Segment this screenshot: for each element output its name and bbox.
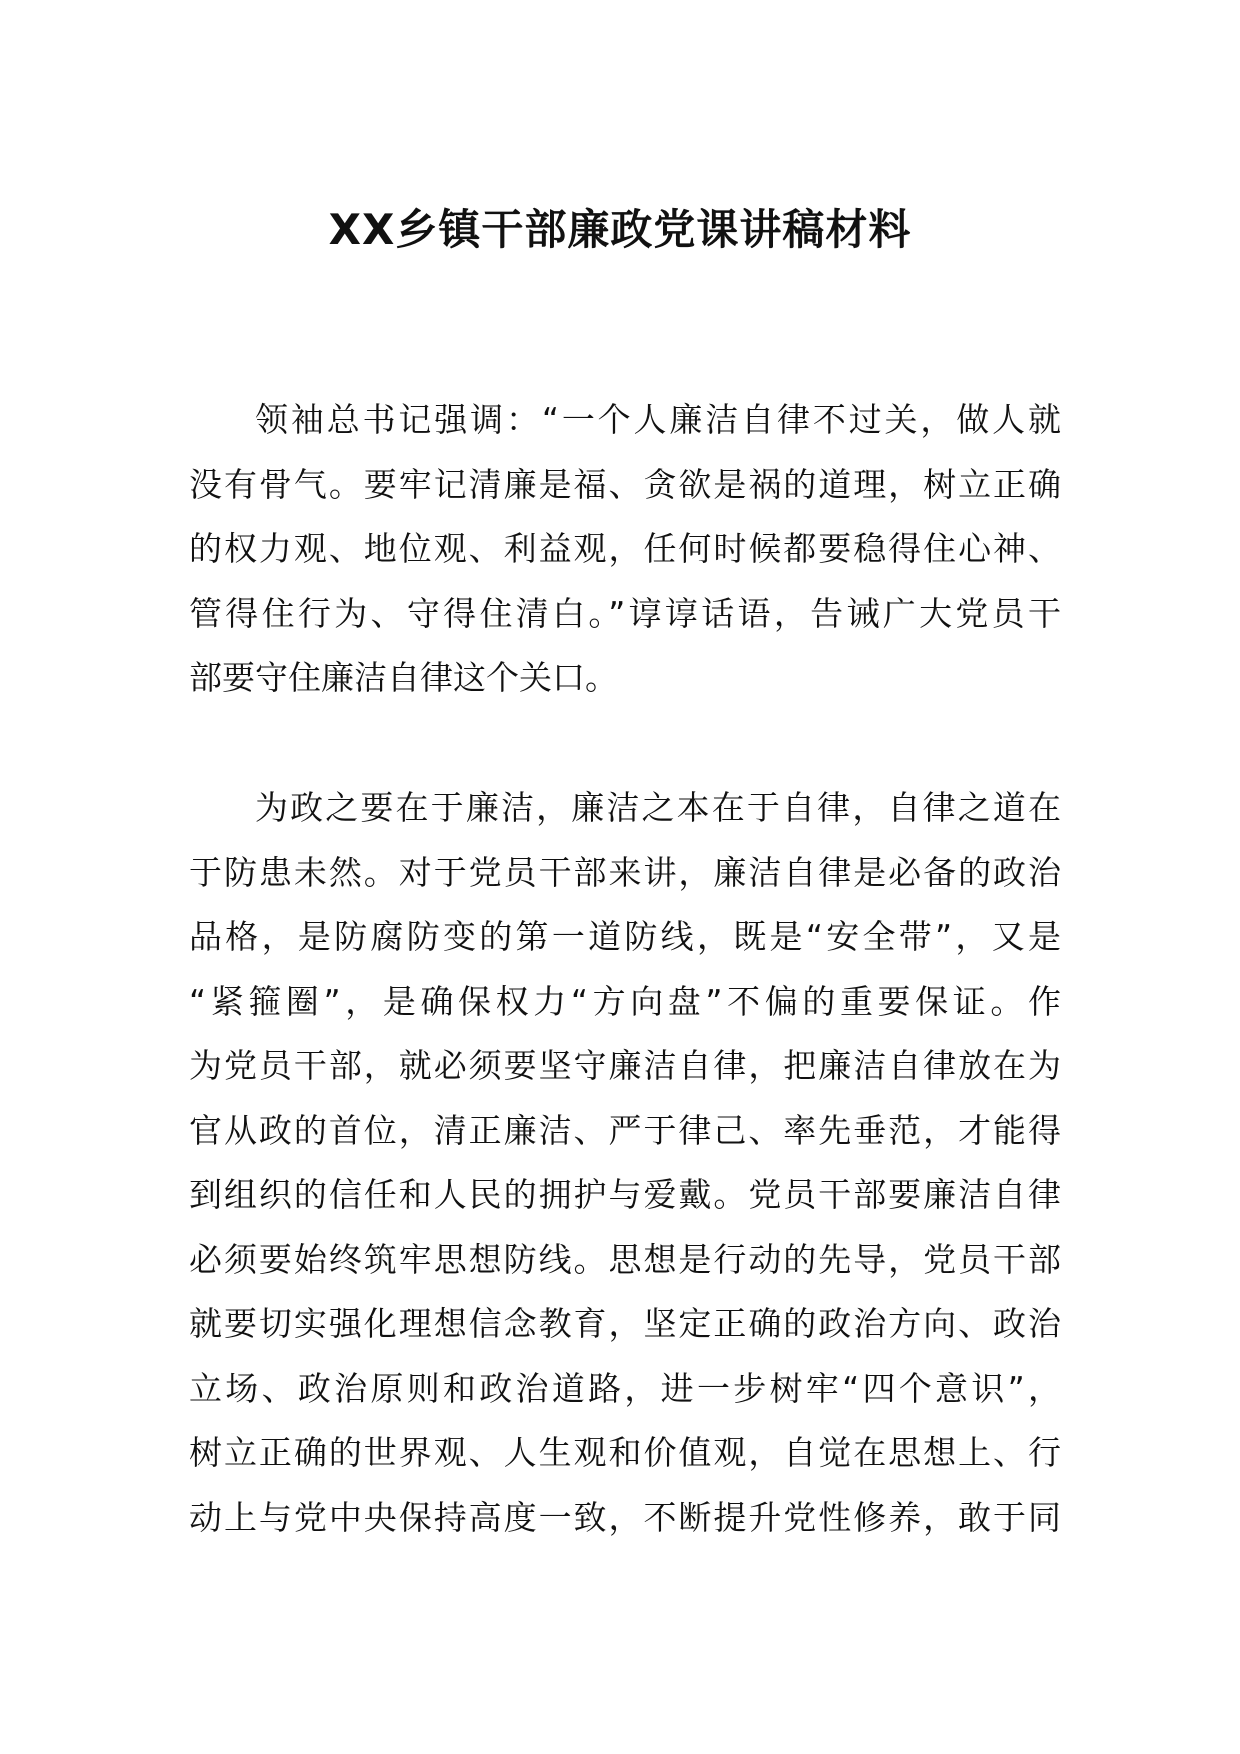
paragraph-line: 树立正确的世界观、人生观和价值观，自觉在思想上、行	[189, 1433, 1061, 1472]
paragraph-line: 领袖总书记强调：“一个人廉洁自律不过关，做人就	[255, 400, 1061, 439]
paragraph-2	[189, 776, 1061, 1550]
paragraph-line: 动上与党中央保持高度一致，不断提升党性修养，敢于同	[189, 1497, 1061, 1537]
paragraph-line: 没有骨气。要牢记清廉是福、贪欲是祸的道理，树立正确	[189, 464, 1061, 504]
paragraph-line: 立场、政治原则和政治道路，进一步树牢“四个意识”，	[189, 1368, 1061, 1408]
paragraph-1	[189, 388, 1061, 711]
paragraph-line: 品格，是防腐防变的第一道防线，既是“安全带”，又是	[189, 917, 1061, 956]
paragraph-line: 到组织的信任和人民的拥护与爱戴。党员干部要廉洁自律	[189, 1175, 1061, 1214]
paragraph-line: 于防患未然。对于党员干部来讲，廉洁自律是必备的政治	[189, 852, 1061, 892]
paragraph-line: 部要守住廉洁自律这个关口。	[189, 658, 618, 697]
paragraph-line: 官从政的首位，清正廉洁、严于律己、率先垂范，才能得	[189, 1110, 1061, 1150]
paragraph-line: 管得住行为、守得住清白。”谆谆话语，告诫广大党员干	[189, 593, 1061, 633]
paragraph-line: 的权力观、地位观、利益观，任何时候都要稳得住心神、	[189, 529, 1061, 568]
paragraph-line: 为党员干部，就必须要坚守廉洁自律，把廉洁自律放在为	[189, 1046, 1061, 1085]
document-title: XX乡镇干部廉政党课讲稿材料	[328, 205, 912, 254]
paragraph-line: 就要切实强化理想信念教育，坚定正确的政治方向、政治	[189, 1304, 1061, 1343]
paragraph-line: 为政之要在于廉洁，廉洁之本在于自律，自律之道在	[255, 788, 1061, 827]
paragraph-line: “紧箍圈”，是确保权力“方向盘”不偏的重要保证。作	[189, 981, 1061, 1021]
paragraph-line: 必须要始终筑牢思想防线。思想是行动的先导，党员干部	[189, 1239, 1061, 1279]
